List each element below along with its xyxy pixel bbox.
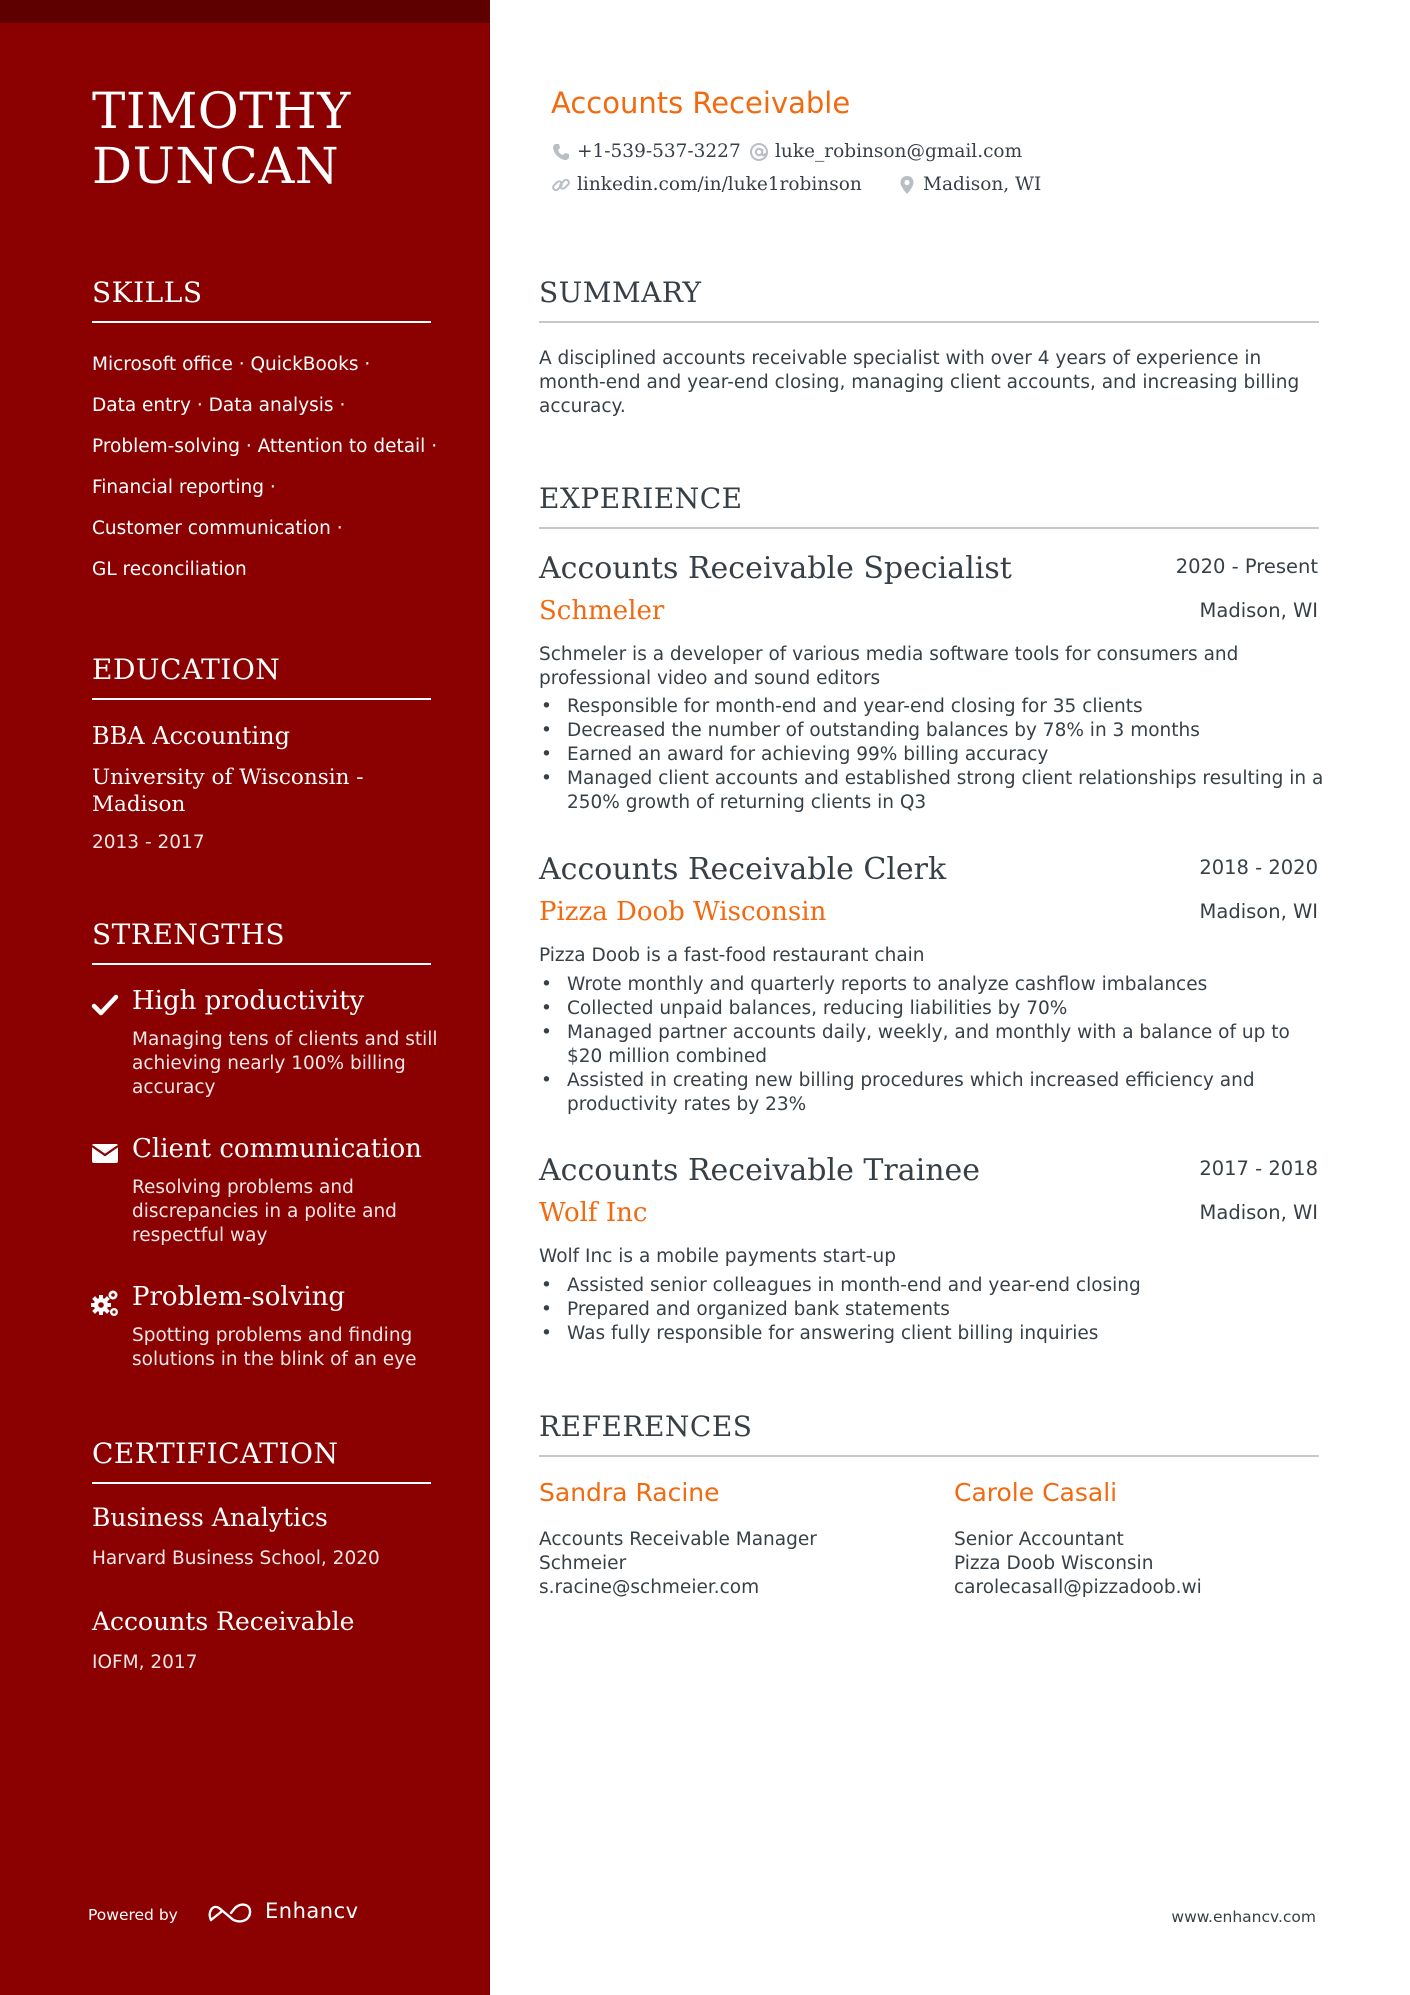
education-years: 2013 - 2017	[92, 832, 205, 853]
references-heading: REFERENCES	[539, 1410, 1319, 1457]
job-dates: 2020 - Present	[1175, 555, 1318, 578]
enhancv-logo-icon	[207, 1900, 255, 1926]
job-location: Madison, WI	[1199, 900, 1318, 923]
education-school: University of Wisconsin - Madison	[92, 765, 364, 817]
experience-heading: EXPERIENCE	[539, 482, 1319, 529]
certification-heading: CERTIFICATION	[92, 1437, 431, 1484]
skill-line: Problem-solving · Attention to detail ·	[92, 436, 438, 457]
location-pin-icon	[897, 175, 917, 195]
bullet-item: • Wrote monthly and quarterly reports to analyze cashflow imbalances	[539, 973, 1324, 997]
linkedin-text: linkedin.com/in/luke1robinson	[577, 174, 862, 195]
strength-desc: Spotting problems and finding solutions in the blink of an eye	[132, 1325, 417, 1370]
skill-line: Customer communication ·	[92, 518, 343, 539]
check-icon	[90, 990, 120, 1020]
at-icon	[749, 142, 769, 162]
location-text: Madison, WI	[923, 174, 1042, 195]
email-text: luke_robinson@gmail.com	[775, 141, 1023, 162]
bullet-item: • Managed client accounts and established strong client relationships resulting in a 250% growth of returning clients in Q3	[539, 767, 1324, 815]
bullet-item: • Collected unpaid balances, reducing liabilities by 70%	[539, 997, 1324, 1021]
summary-text: A disciplined accounts receivable specialist with over 4 years of experience in month-end and year-end closing, managing client accounts, and increasing billing accuracy.	[539, 348, 1300, 417]
bullet-item: • Assisted senior colleagues in month-end and year-end closing	[539, 1274, 1324, 1298]
job-company: Pizza Doob Wisconsin	[539, 897, 827, 927]
candidate-name	[92, 84, 472, 194]
job-title: Accounts Receivable Clerk	[539, 852, 947, 887]
skills-list	[92, 344, 452, 590]
certification-detail: Harvard Business School, 2020	[92, 1548, 380, 1569]
skill-line: Microsoft office · QuickBooks ·	[92, 354, 371, 375]
envelope-icon	[90, 1138, 120, 1168]
job-location: Madison, WI	[1199, 1201, 1318, 1224]
website-link[interactable]: www.enhancv.com	[1171, 1908, 1316, 1926]
reference-email: carolecasall@pizzadoob.wi	[954, 1577, 1202, 1598]
bullet-item: • Managed partner accounts daily, weekly, and monthly with a balance of up to $20 million combined	[539, 1021, 1324, 1069]
reference-email: s.racine@schmeier.com	[539, 1577, 760, 1598]
strength-desc: Resolving problems and discrepancies in a polite and respectful way	[132, 1177, 397, 1246]
reference-details	[954, 1528, 1202, 1600]
certification-detail: IOFM, 2017	[92, 1652, 198, 1673]
strength-title: High productivity	[132, 986, 365, 1016]
skill-line: GL reconciliation	[92, 559, 247, 580]
strength-title: Client communication	[132, 1134, 422, 1164]
sidebar	[0, 0, 490, 1995]
reference-name: Carole Casali	[954, 1478, 1118, 1507]
bullet-item: • Was fully responsible for answering client billing inquiries	[539, 1322, 1324, 1346]
headline: Accounts Receivable	[551, 86, 851, 120]
contact-phone	[551, 141, 741, 162]
reference-company: Pizza Doob Wisconsin	[954, 1553, 1154, 1574]
bullet-item: • Assisted in creating new billing procedures which increased efficiency and productivity rates by 23%	[539, 1069, 1324, 1117]
job-bullets	[539, 695, 1324, 815]
bullet-item: • Decreased the number of outstanding balances by 78% in 3 months	[539, 719, 1324, 743]
job-company: Schmeler	[539, 596, 665, 626]
job-description: Schmeler is a developer of various media software tools for consumers and professional video and sound editors	[539, 644, 1239, 689]
sidebar-top-bar	[0, 0, 490, 23]
certification-title: Business Analytics	[92, 1503, 328, 1532]
education-heading: EDUCATION	[92, 653, 431, 700]
contact-linkedin	[551, 174, 862, 195]
reference-details	[539, 1528, 817, 1600]
phone-text: +1-539-537-3227	[577, 141, 741, 162]
gears-icon	[90, 1288, 120, 1318]
job-bullets	[539, 1274, 1324, 1346]
reference-name: Sandra Racine	[539, 1478, 720, 1507]
strengths-heading: STRENGTHS	[92, 918, 431, 965]
skills-heading: SKILLS	[92, 276, 431, 323]
job-title: Accounts Receivable Trainee	[539, 1153, 981, 1188]
job-description: Wolf Inc is a mobile payments start-up	[539, 1246, 896, 1267]
strength-desc: Managing tens of clients and still achieving nearly 100% billing accuracy	[132, 1029, 438, 1098]
job-dates: 2017 - 2018	[1199, 1157, 1318, 1180]
summary-heading: SUMMARY	[539, 276, 1319, 323]
strength-title: Problem-solving	[132, 1282, 346, 1312]
reference-company: Schmeier	[539, 1553, 627, 1574]
first-name: TIMOTHY	[92, 82, 351, 140]
phone-icon	[551, 142, 571, 162]
contact-email	[749, 141, 1022, 162]
job-bullets	[539, 973, 1324, 1117]
last-name: DUNCAN	[92, 137, 340, 195]
job-company: Wolf Inc	[539, 1198, 648, 1228]
education-degree: BBA Accounting	[92, 722, 290, 750]
reference-role: Senior Accountant	[954, 1529, 1124, 1550]
bullet-item: • Prepared and organized bank statements	[539, 1298, 1324, 1322]
reference-role: Accounts Receivable Manager	[539, 1529, 817, 1550]
enhancv-brand: Enhancv	[265, 1899, 359, 1923]
bullet-item: • Earned an award for achieving 99% billing accuracy	[539, 743, 1324, 767]
bullet-item: • Responsible for month-end and year-end closing for 35 clients	[539, 695, 1324, 719]
certification-title: Accounts Receivable	[92, 1607, 355, 1636]
job-title: Accounts Receivable Specialist	[539, 551, 1012, 586]
job-location: Madison, WI	[1199, 599, 1318, 622]
job-description: Pizza Doob is a fast-food restaurant chain	[539, 945, 925, 966]
skill-line: Financial reporting ·	[92, 477, 276, 498]
contact-location	[897, 174, 1041, 195]
job-dates: 2018 - 2020	[1199, 856, 1318, 879]
link-icon	[551, 175, 571, 195]
skill-line: Data entry · Data analysis ·	[92, 395, 346, 416]
powered-by-label: Powered by	[88, 1906, 178, 1924]
